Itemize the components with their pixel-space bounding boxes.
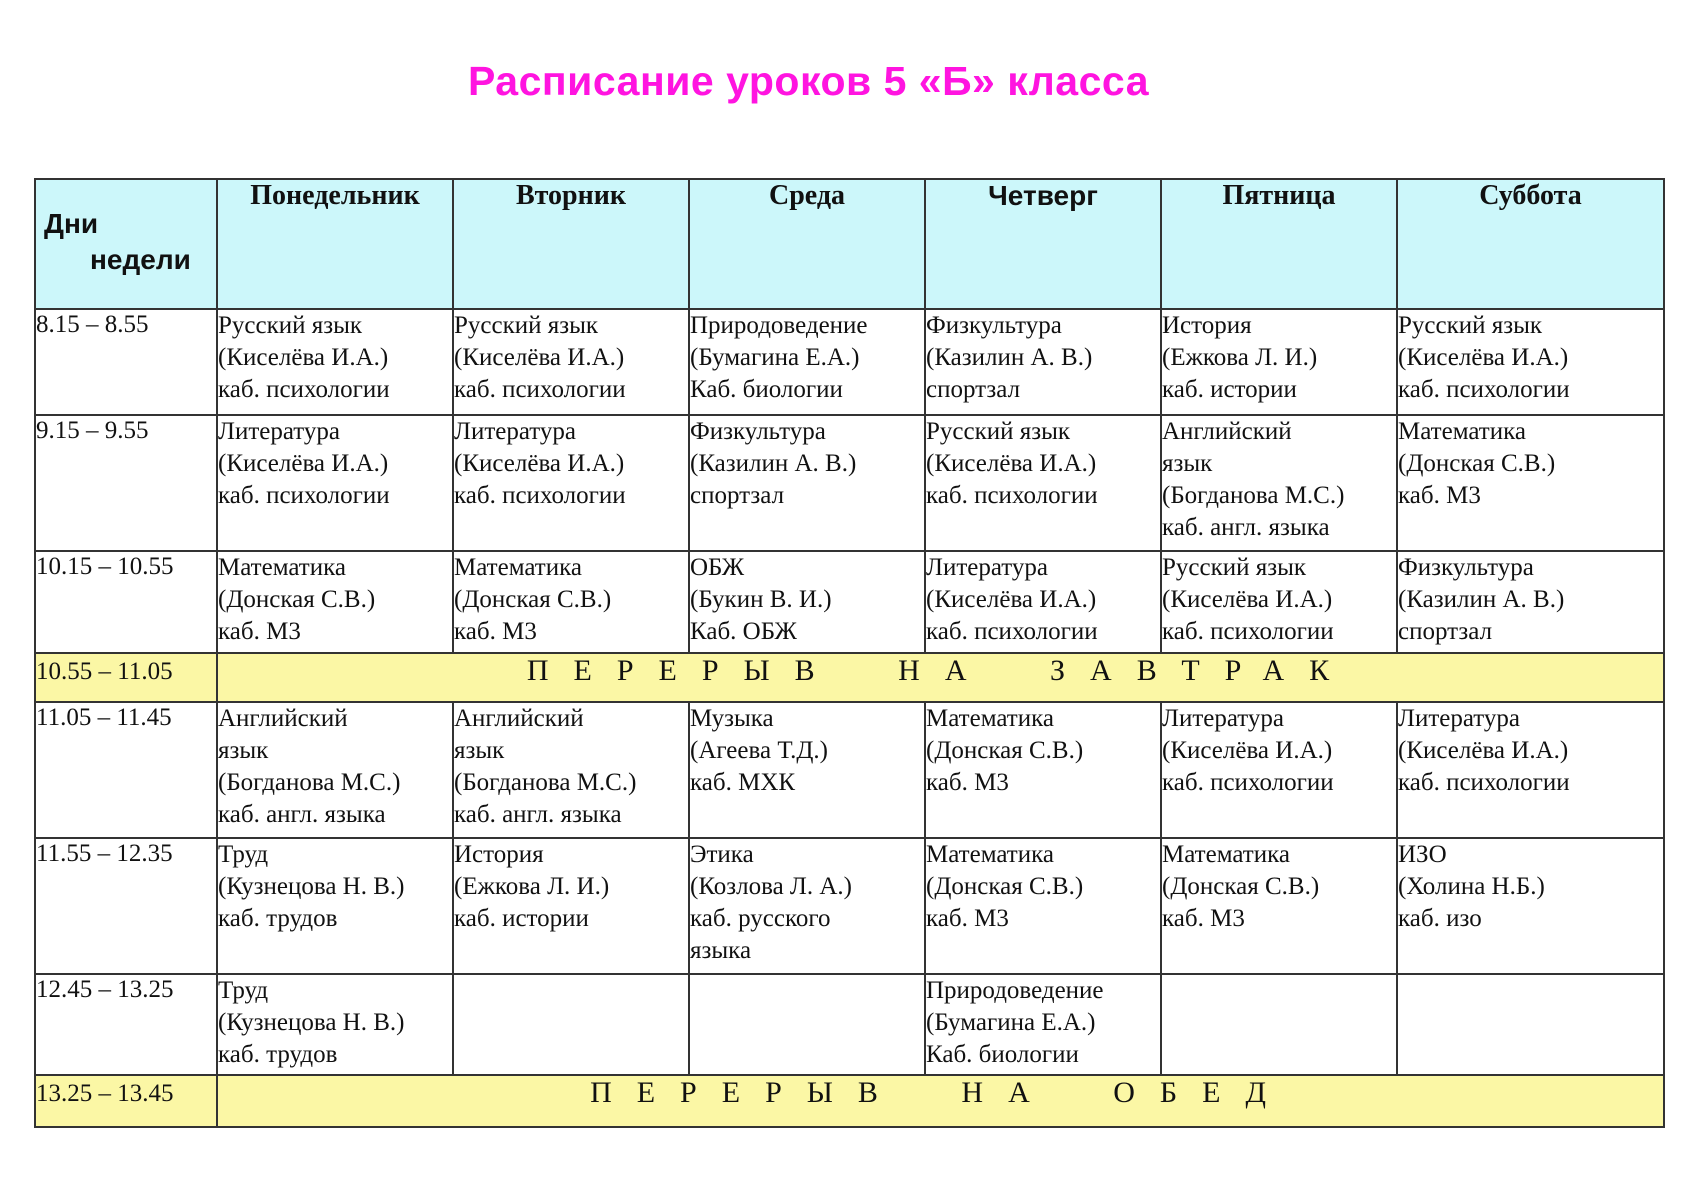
lesson-cell-thu: Математика (Донская С.В.) каб. М3: [925, 702, 1161, 838]
lesson-cell-fri: Математика (Донская С.В.) каб. М3: [1161, 838, 1397, 974]
lesson-cell-mon: Английский язык (Богданова М.С.) каб. англ. языка: [217, 702, 453, 838]
lesson-cell-thu: Литература (Киселёва И.А.) каб. психологии: [925, 551, 1161, 653]
schedule-table: [34, 178, 1665, 1128]
break-label-breakfast: ПЕРЕРЫВ НА ЗАВТРАК: [526, 654, 1355, 687]
lesson-cell-fri: Английский язык (Богданова М.С.) каб. англ. языка: [1161, 415, 1397, 551]
lesson-cell-wed: Музыка (Агеева Т.Д.) каб. МХК: [689, 702, 925, 838]
lesson-cell-tue: [453, 974, 689, 1075]
lesson-row-4: [35, 702, 1664, 838]
header-wednesday: Среда: [689, 179, 925, 309]
lesson-cell-fri: Литература (Киселёва И.А.) каб. психологии: [1161, 702, 1397, 838]
lesson-cell-sat: ИЗО (Холина Н.Б.) каб. изо: [1397, 838, 1664, 974]
page-title: Расписание уроков 5 «Б» класса: [467, 58, 1150, 104]
lesson-cell-fri: История (Ежкова Л. И.) каб. истории: [1161, 309, 1397, 415]
lesson-cell-sat: [1397, 974, 1664, 1075]
days-header-line2: недели: [90, 244, 191, 275]
time-cell: 12.45 – 13.25: [35, 974, 217, 1075]
lesson-row-2: [35, 415, 1664, 551]
lesson-cell-tue: Литература (Киселёва И.А.) каб. психологии: [453, 415, 689, 551]
lesson-cell-sat: Русский язык (Киселёва И.А.) каб. психологии: [1397, 309, 1664, 415]
lesson-cell-wed: Этика (Козлова Л. А.) каб. русского языка: [689, 838, 925, 974]
lesson-cell-sat: Математика (Донская С.В.) каб. М3: [1397, 415, 1664, 551]
days-header-line1: Дни: [44, 208, 99, 239]
lesson-cell-tue: Русский язык (Киселёва И.А.) каб. психологии: [453, 309, 689, 415]
lesson-cell-mon: Русский язык (Киселёва И.А.) каб. психологии: [217, 309, 453, 415]
header-monday: Понедельник: [217, 179, 453, 309]
break-label-lunch: ПЕРЕРЫВ НА ОБЕД: [590, 1076, 1291, 1109]
break-time-cell: 10.55 – 11.05: [35, 653, 217, 702]
lesson-cell-tue: Английский язык (Богданова М.С.) каб. англ. языка: [453, 702, 689, 838]
header-tuesday: Вторник: [453, 179, 689, 309]
time-cell: 11.05 – 11.45: [35, 702, 217, 838]
time-cell: 11.55 – 12.35: [35, 838, 217, 974]
lesson-row-3: [35, 551, 1664, 653]
header-thursday: Четверг: [925, 179, 1161, 309]
time-cell: 10.15 – 10.55: [35, 551, 217, 653]
lesson-row-6: [35, 974, 1664, 1075]
header-row: [35, 179, 1664, 309]
lesson-cell-wed: ОБЖ (Букин В. И.) Каб. ОБЖ: [689, 551, 925, 653]
header-friday: Пятница: [1161, 179, 1397, 309]
lesson-cell-fri: [1161, 974, 1397, 1075]
lesson-cell-thu: Математика (Донская С.В.) каб. М3: [925, 838, 1161, 974]
lesson-cell-mon: Труд (Кузнецова Н. В.) каб. трудов: [217, 838, 453, 974]
lesson-cell-sat: Литература (Киселёва И.А.) каб. психологии: [1397, 702, 1664, 838]
lesson-cell-tue: Математика (Донская С.В.) каб. М3: [453, 551, 689, 653]
time-cell: 9.15 – 9.55: [35, 415, 217, 551]
lesson-cell-tue: История (Ежкова Л. И.) каб. истории: [453, 838, 689, 974]
lesson-cell-sat: Физкультура (Казилин А. В.) спортзал: [1397, 551, 1664, 653]
lesson-cell-wed: Природоведение (Бумагина Е.А.) Каб. биологии: [689, 309, 925, 415]
lesson-cell-fri: Русский язык (Киселёва И.А.) каб. психологии: [1161, 551, 1397, 653]
break-label-cell: [217, 1075, 1664, 1127]
lesson-cell-thu: Русский язык (Киселёва И.А.) каб. психологии: [925, 415, 1161, 551]
lesson-cell-mon: Труд (Кузнецова Н. В.) каб. трудов: [217, 974, 453, 1075]
break-time-cell: 13.25 – 13.45: [35, 1075, 217, 1127]
lesson-row-1: [35, 309, 1664, 415]
break-row-lunch: [35, 1075, 1664, 1127]
lesson-cell-thu: Физкультура (Казилин А. В.) спортзал: [925, 309, 1161, 415]
lesson-cell-thu: Природоведение (Бумагина Е.А.) Каб. биологии: [925, 974, 1161, 1075]
lesson-cell-wed: [689, 974, 925, 1075]
header-saturday: Суббота: [1397, 179, 1664, 309]
break-row-breakfast: [35, 653, 1664, 702]
break-label-cell: [217, 653, 1664, 702]
lesson-cell-wed: Физкультура (Казилин А. В.) спортзал: [689, 415, 925, 551]
time-cell: 8.15 – 8.55: [35, 309, 217, 415]
lesson-cell-mon: Литература (Киселёва И.А.) каб. психологии: [217, 415, 453, 551]
lesson-cell-mon: Математика (Донская С.В.) каб. М3: [217, 551, 453, 653]
lesson-row-5: [35, 838, 1664, 974]
days-header: [35, 179, 217, 309]
